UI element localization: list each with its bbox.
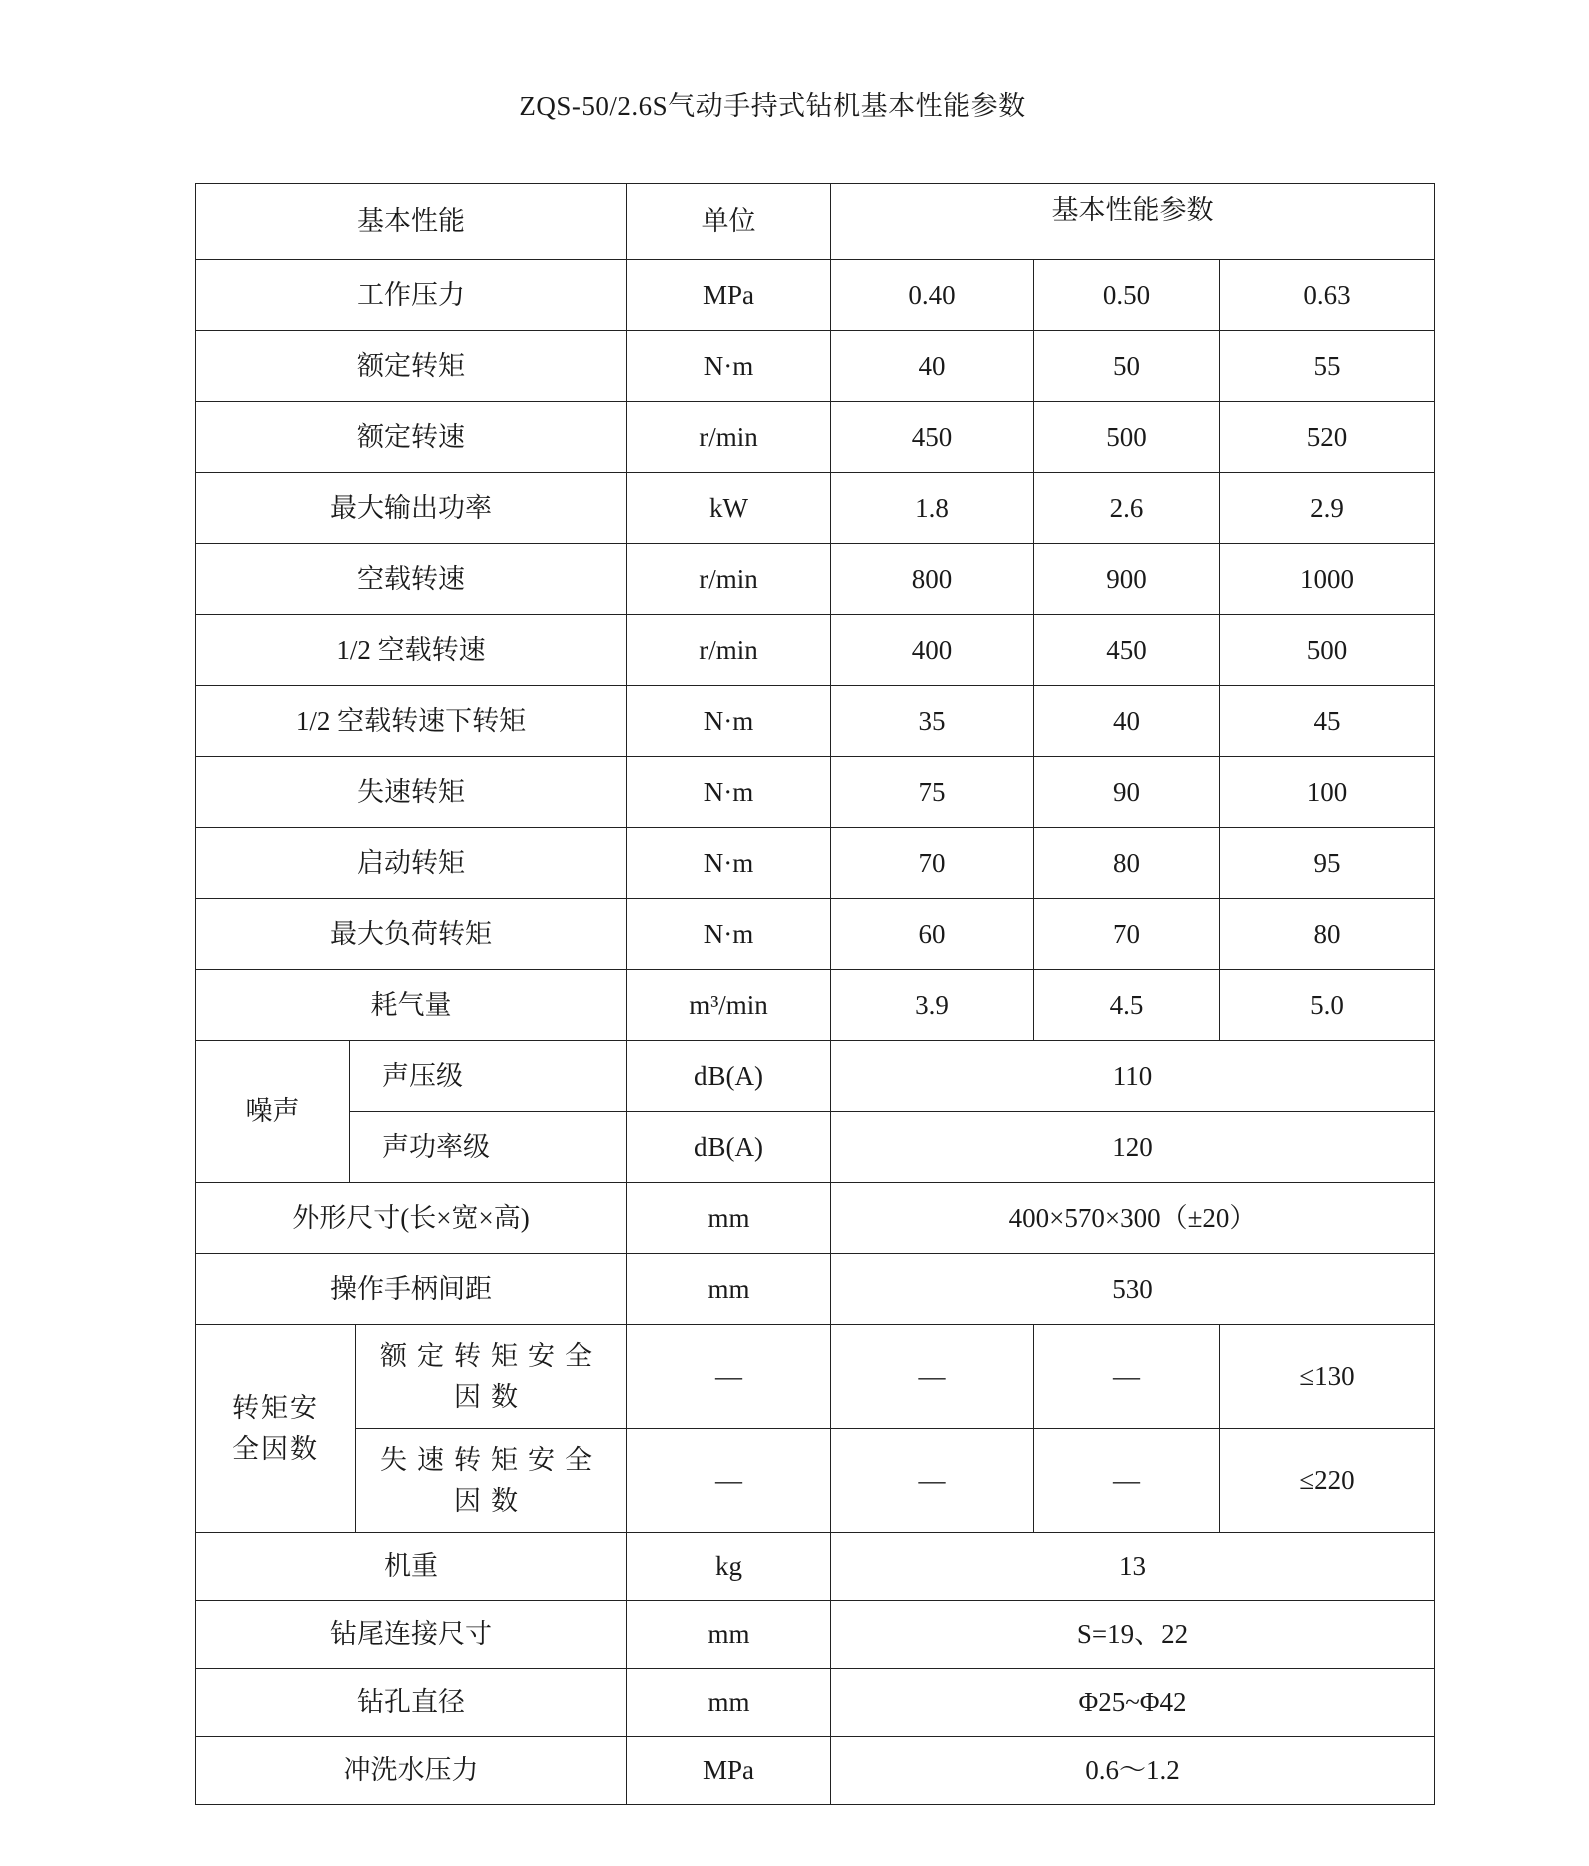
row-unit: r/min xyxy=(627,615,831,686)
row-name: 外形尺寸(长×宽×高) xyxy=(196,1183,627,1254)
value-cell: 120 xyxy=(831,1112,1435,1183)
table-row xyxy=(196,402,1435,473)
table-row xyxy=(196,1183,1435,1254)
row-unit: — xyxy=(627,1325,831,1429)
value-cell: 400×570×300（±20） xyxy=(831,1183,1435,1254)
row-name: 启动转矩 xyxy=(196,828,627,899)
row-name: 操作手柄间距 xyxy=(196,1254,627,1325)
value-cell: 45 xyxy=(1220,686,1435,757)
value-cell: 0.6～1.2 xyxy=(831,1737,1435,1805)
safety-row xyxy=(196,1325,1435,1429)
value-cell: 50 xyxy=(1034,331,1220,402)
table-row xyxy=(196,1669,1435,1737)
row-name: 最大负荷转矩 xyxy=(196,899,627,970)
value-cell: 450 xyxy=(1034,615,1220,686)
value-cell: 35 xyxy=(831,686,1034,757)
value-cell: — xyxy=(1034,1325,1220,1429)
value-cell: 40 xyxy=(1034,686,1220,757)
performance-table xyxy=(195,183,1435,1805)
row-name: 钻孔直径 xyxy=(196,1669,627,1737)
value-cell: ≤130 xyxy=(1220,1325,1435,1429)
header-performance: 基本性能 xyxy=(196,184,627,260)
value-cell: — xyxy=(831,1429,1034,1533)
value-cell: 400 xyxy=(831,615,1034,686)
row-name: 额定转速 xyxy=(196,402,627,473)
value-cell: 500 xyxy=(1220,615,1435,686)
table-row xyxy=(196,828,1435,899)
row-name: 冲洗水压力 xyxy=(196,1737,627,1805)
value-cell: 2.9 xyxy=(1220,473,1435,544)
row-unit: N·m xyxy=(627,686,831,757)
value-cell: 450 xyxy=(831,402,1034,473)
value-cell: 75 xyxy=(831,757,1034,828)
row-name: 1/2 空载转速 xyxy=(196,615,627,686)
row-name: 声功率级 xyxy=(350,1112,627,1183)
value-cell: ≤220 xyxy=(1220,1429,1435,1533)
table-row xyxy=(196,260,1435,331)
row-unit: N·m xyxy=(627,828,831,899)
value-cell: 40 xyxy=(831,331,1034,402)
row-name: 工作压力 xyxy=(196,260,627,331)
safety-group-label: 转矩安全因数 xyxy=(196,1325,356,1533)
safety-row xyxy=(196,1429,1435,1533)
table-row xyxy=(196,1533,1435,1601)
row-unit: N·m xyxy=(627,757,831,828)
table-row xyxy=(196,544,1435,615)
value-cell: 1.8 xyxy=(831,473,1034,544)
value-cell: 55 xyxy=(1220,331,1435,402)
row-unit: — xyxy=(627,1429,831,1533)
value-cell: — xyxy=(831,1325,1034,1429)
value-cell: 0.50 xyxy=(1034,260,1220,331)
row-name: 失速转矩 xyxy=(196,757,627,828)
noise-row xyxy=(196,1112,1435,1183)
header-parameters: 基本性能参数 xyxy=(831,184,1435,260)
table-row xyxy=(196,1737,1435,1805)
value-cell: 0.40 xyxy=(831,260,1034,331)
table-row xyxy=(196,1254,1435,1325)
noise-group-label: 噪声 xyxy=(196,1041,350,1183)
value-cell: 520 xyxy=(1220,402,1435,473)
value-cell: — xyxy=(1034,1429,1220,1533)
value-cell: Φ25~Φ42 xyxy=(831,1669,1435,1737)
noise-row xyxy=(196,1041,1435,1112)
table-row xyxy=(196,1601,1435,1669)
value-cell: 70 xyxy=(1034,899,1220,970)
row-name: 最大输出功率 xyxy=(196,473,627,544)
row-unit: r/min xyxy=(627,544,831,615)
row-unit: kg xyxy=(627,1533,831,1601)
row-name: 钻尾连接尺寸 xyxy=(196,1601,627,1669)
row-name: 声压级 xyxy=(350,1041,627,1112)
value-cell: 800 xyxy=(831,544,1034,615)
value-cell: 13 xyxy=(831,1533,1435,1601)
row-unit: mm xyxy=(627,1669,831,1737)
value-cell: 1000 xyxy=(1220,544,1435,615)
header-unit: 单位 xyxy=(627,184,831,260)
value-cell: 3.9 xyxy=(831,970,1034,1041)
row-unit: N·m xyxy=(627,899,831,970)
value-cell: 5.0 xyxy=(1220,970,1435,1041)
row-unit: r/min xyxy=(627,402,831,473)
row-name: 耗气量 xyxy=(196,970,627,1041)
table-row xyxy=(196,970,1435,1041)
row-unit: MPa xyxy=(627,260,831,331)
row-unit: MPa xyxy=(627,1737,831,1805)
value-cell: 80 xyxy=(1220,899,1435,970)
row-unit: m³/min xyxy=(627,970,831,1041)
table-row xyxy=(196,686,1435,757)
value-cell: 95 xyxy=(1220,828,1435,899)
row-unit: mm xyxy=(627,1183,831,1254)
value-cell: 80 xyxy=(1034,828,1220,899)
value-cell: 4.5 xyxy=(1034,970,1220,1041)
row-name: 失速转矩安全因数 xyxy=(356,1429,627,1533)
row-unit: kW xyxy=(627,473,831,544)
value-cell: 500 xyxy=(1034,402,1220,473)
value-cell: 70 xyxy=(831,828,1034,899)
row-unit: dB(A) xyxy=(627,1041,831,1112)
value-cell: 2.6 xyxy=(1034,473,1220,544)
row-unit: dB(A) xyxy=(627,1112,831,1183)
value-cell: 90 xyxy=(1034,757,1220,828)
value-cell: 900 xyxy=(1034,544,1220,615)
value-cell: 100 xyxy=(1220,757,1435,828)
table-row xyxy=(196,757,1435,828)
table-row xyxy=(196,331,1435,402)
value-cell: 530 xyxy=(831,1254,1435,1325)
document-title: ZQS-50/2.6S气动手持式钻机基本性能参数 xyxy=(519,91,1026,121)
row-unit: mm xyxy=(627,1254,831,1325)
value-cell: 0.63 xyxy=(1220,260,1435,331)
header-row xyxy=(196,184,1435,260)
value-cell: S=19、22 xyxy=(831,1601,1435,1669)
value-cell: 60 xyxy=(831,899,1034,970)
row-name: 机重 xyxy=(196,1533,627,1601)
table-row xyxy=(196,899,1435,970)
row-name: 额定转矩安全因数 xyxy=(356,1325,627,1429)
value-cell: 110 xyxy=(831,1041,1435,1112)
row-unit: N·m xyxy=(627,331,831,402)
row-unit: mm xyxy=(627,1601,831,1669)
table-row xyxy=(196,473,1435,544)
table-row xyxy=(196,615,1435,686)
row-name: 空载转速 xyxy=(196,544,627,615)
row-name: 1/2 空载转速下转矩 xyxy=(196,686,627,757)
row-name: 额定转矩 xyxy=(196,331,627,402)
